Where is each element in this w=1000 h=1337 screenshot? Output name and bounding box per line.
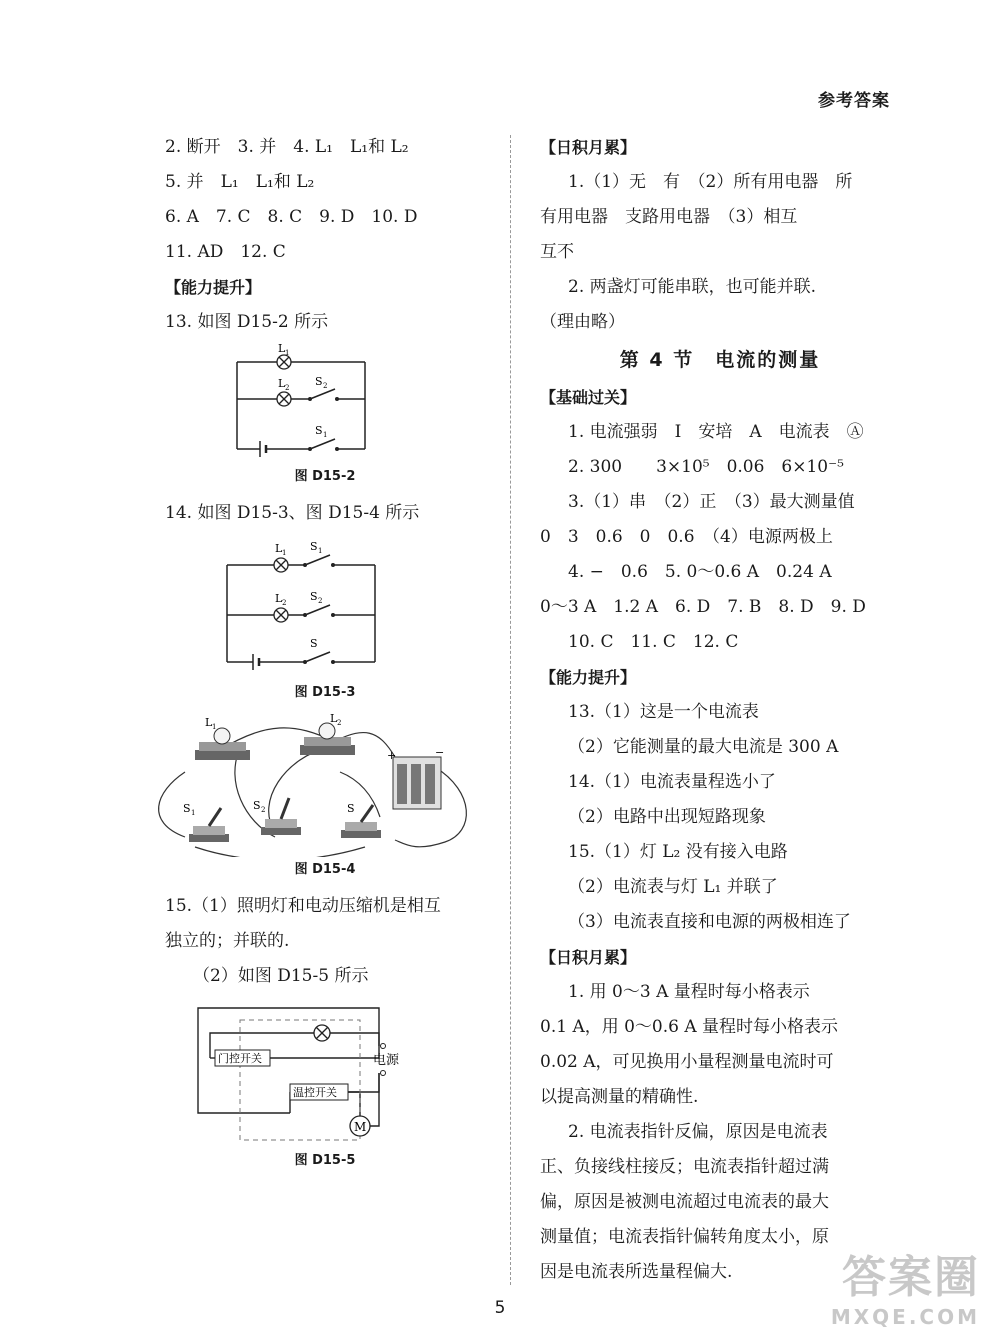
lamp-icon [277, 392, 291, 406]
figure-d15-5 [165, 998, 485, 1148]
label-sub: 1 [191, 809, 196, 817]
battery-icon [393, 757, 441, 809]
section-title: 第 4 节 电流的测量 [619, 349, 821, 371]
answer-line: 1. 用 0～3 A 量程时每小格表示 [568, 982, 810, 1002]
label-sub: 1 [212, 723, 217, 731]
lamp-icon [274, 558, 288, 572]
answer-line: 0.1 A，用 0～0.6 A 量程时每小格表示 [540, 1017, 839, 1037]
q13-text: 13. 如图 D15-2 所示 [165, 312, 329, 332]
answer-line: 5. 并 L₁ L₁和 L₂ [165, 172, 315, 192]
lamp-holder-icon [300, 723, 355, 755]
label-l1: L [278, 344, 286, 355]
column-divider [510, 135, 511, 1285]
label-sub: 1 [285, 349, 290, 357]
answer-line: 偏，原因是被测电流超过电流表的最大 [540, 1192, 829, 1212]
label-s1: S [310, 540, 318, 553]
section-heading-ability: 【能力提升】 [165, 278, 262, 297]
answer-line: 有用电器 支路用电器 （3）相互 [540, 207, 798, 227]
answer-line: 11. AD 12. C [165, 242, 286, 262]
label-l2: L [278, 377, 286, 390]
label-l1: L [275, 542, 283, 555]
answer-line: （2）电路中出现短路现象 [568, 807, 766, 827]
answer-line: 互不 [540, 242, 574, 262]
answer-line: 15.（1）灯 L₂ 没有接入电路 [568, 842, 788, 862]
label-minus: − [435, 746, 445, 759]
label-sub: 2 [323, 382, 328, 390]
answer-line: 10. C 11. C 12. C [568, 632, 739, 652]
label-plus: + [387, 749, 397, 762]
label-sub: 2 [282, 599, 287, 607]
left-column [165, 130, 485, 1180]
answer-line: 正、负接线柱接反；电流表指针超过满 [540, 1157, 829, 1177]
answer-line: 2. 断开 3. 并 4. L₁ L₁和 L₂ [165, 137, 409, 157]
answer-line: （3）电流表直接和电源的两极相连了 [568, 912, 851, 932]
label-s1: S [183, 802, 191, 815]
watermark-top: 答案圈 [842, 1252, 980, 1303]
lamp-holder-icon [195, 728, 250, 760]
lamp-icon [274, 608, 288, 622]
label-sub: 1 [318, 547, 323, 555]
label-l2: L [330, 712, 338, 725]
section-heading-daily: 【日积月累】 [540, 948, 637, 967]
answer-line: 6. A 7. C 8. C 9. D 10. D [165, 207, 418, 227]
page-header: 参考答案 [818, 91, 890, 111]
answer-line: 13.（1）这是一个电流表 [568, 702, 759, 722]
label-s: S [347, 802, 355, 815]
answer-line: 因是电流表所选量程偏大. [540, 1262, 733, 1282]
label-temp-switch: 温控开关 [293, 1086, 337, 1099]
answer-line: 2. 电流表指针反偏，原因是电流表 [568, 1122, 828, 1142]
lamp-icon [314, 1025, 330, 1041]
label-s2: S [310, 590, 318, 603]
answer-line: 3.（1）串 （2）正 （3）最大测量值 [568, 492, 855, 512]
switch-icon [261, 798, 301, 835]
figure-caption: 图 D15-3 [294, 685, 356, 700]
label-l1: L [205, 716, 213, 729]
figure-d15-2 [165, 344, 485, 464]
page-number: 5 [494, 1298, 506, 1318]
watermark [831, 1241, 980, 1329]
q15-text: 独立的；并联的. [165, 931, 290, 951]
label-sub: 2 [318, 597, 323, 605]
lamp-icon [277, 355, 291, 369]
section-heading-basic: 【基础过关】 [540, 388, 637, 407]
answer-line: 2. 两盏灯可能串联，也可能并联. [568, 277, 817, 297]
svg-text:M: M [354, 1120, 367, 1134]
answer-line: 测量值；电流表指针偏转角度太小，原 [540, 1227, 829, 1247]
answer-line: （理由略） [540, 312, 625, 332]
label-sub: 2 [337, 719, 342, 727]
section-heading-daily: 【日积月累】 [540, 138, 637, 157]
label-l2: L [275, 592, 283, 605]
label-s2: S [315, 375, 323, 388]
label-door-switch: 门控开关 [218, 1052, 262, 1065]
q15-text: （2）如图 D15-5 所示 [193, 966, 369, 986]
answer-line: （2）它能测量的最大电流是 300 A [568, 737, 839, 757]
answer-line: 0 3 0.6 0 0.6 （4）电源两极上 [540, 527, 833, 547]
answer-line: 2. 300 3×10⁵ 0.06 6×10⁻⁵ [568, 457, 844, 477]
figure-d15-3 [165, 535, 485, 680]
figure-caption: 图 D15-4 [294, 862, 356, 877]
q14-text: 14. 如图 D15-3、图 D15-4 所示 [165, 503, 420, 523]
motor-icon [350, 1116, 370, 1136]
label-sub: 2 [285, 384, 290, 392]
label-sub: 1 [323, 431, 328, 439]
answer-line: 1. 电流强弱 I 安培 A 电流表 Ⓐ [568, 422, 864, 442]
figure-d15-4 [145, 712, 475, 857]
answer-line: 4. − 0.6 5. 0～0.6 A 0.24 A [568, 562, 832, 582]
label-s1: S [315, 424, 323, 437]
answer-line: 14.（1）电流表量程选小了 [568, 772, 776, 792]
label-sub: 2 [261, 806, 266, 814]
right-column [540, 130, 900, 1290]
q15-text: 15.（1）照明灯和电动压缩机是相互 [165, 896, 441, 916]
label-s2: S [253, 799, 261, 812]
label-power: 电源 [373, 1053, 400, 1068]
label-s: S [310, 637, 318, 650]
figure-caption: 图 D15-2 [294, 469, 356, 484]
answer-line: （2）电流表与灯 L₁ 并联了 [568, 877, 778, 897]
answer-line: 以提高测量的精确性. [540, 1087, 699, 1107]
label-sub: 1 [282, 549, 287, 557]
answer-line: 1.（1）无 有 （2）所有用电器 所 [568, 172, 853, 192]
answer-line: 0.02 A，可见换用小量程测量电流时可 [540, 1052, 834, 1072]
section-heading-ability: 【能力提升】 [540, 668, 637, 687]
answer-line: 0～3 A 1.2 A 6. D 7. B 8. D 9. D [540, 597, 866, 617]
watermark-bottom: MXQE.COM [830, 1305, 980, 1329]
figure-caption: 图 D15-5 [294, 1153, 356, 1168]
